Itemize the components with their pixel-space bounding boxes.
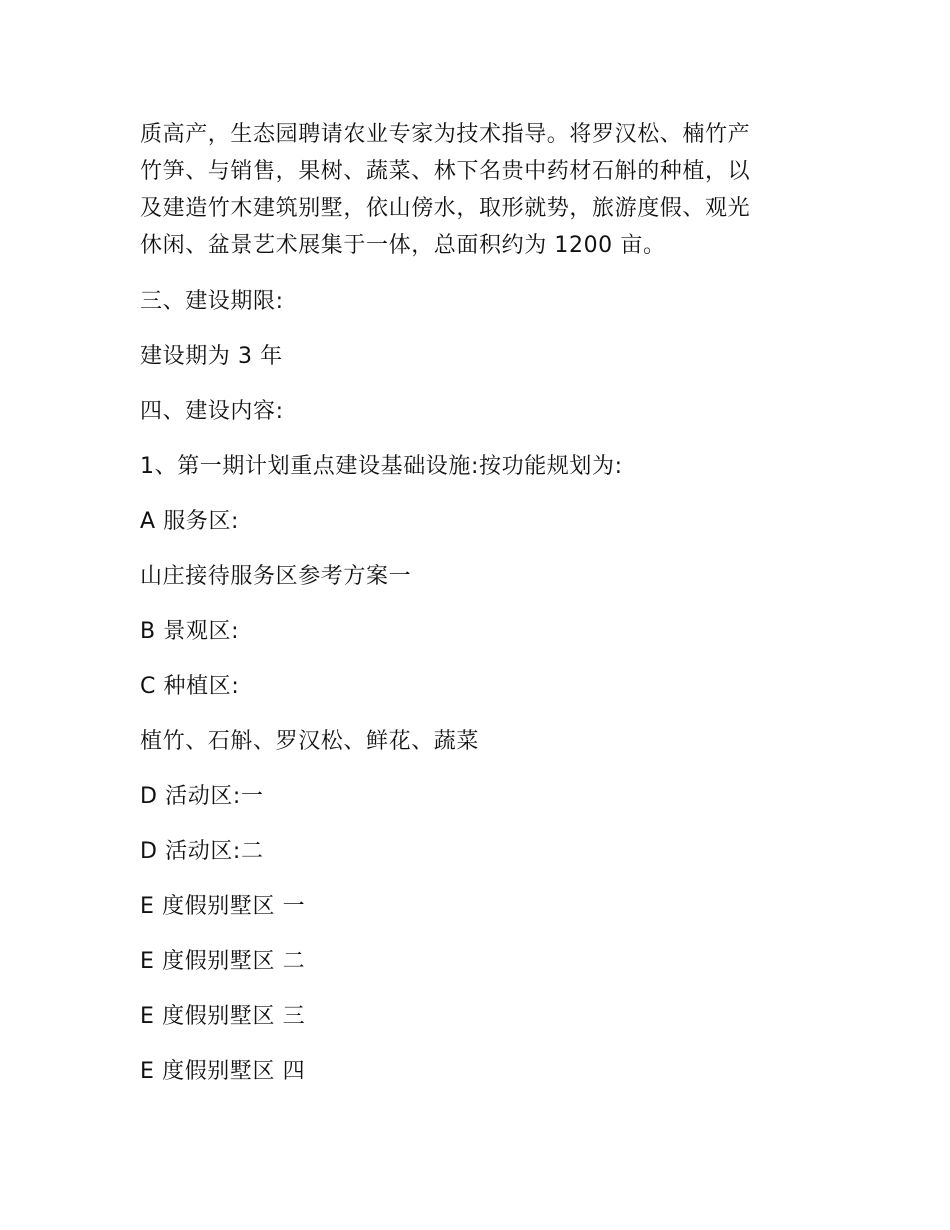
- intro-line-2: 竹笋、与销售，果树、蔬菜、林下名贵中药材石斛的种植，以: [140, 159, 751, 184]
- zone-e-4: E 度假别墅区 四: [140, 1059, 306, 1084]
- zone-c-body: 植竹、石斛、罗汉松、鲜花、蔬菜: [140, 729, 480, 754]
- section-4-heading: 四、建设内容:: [140, 399, 284, 424]
- item-1: 1、第一期计划重点建设基础设施:按功能规划为:: [140, 454, 623, 479]
- zone-d-1: D 活动区:一: [140, 784, 264, 809]
- zone-a-body: 山庄接待服务区参考方案一: [140, 564, 412, 589]
- intro-paragraph: [140, 116, 810, 264]
- section-3-heading: 三、建设期限:: [140, 289, 284, 314]
- zone-c-heading: C 种植区:: [140, 674, 240, 699]
- zone-e-1: E 度假别墅区 一: [140, 894, 306, 919]
- intro-line-3: 及建造竹木建筑别墅，依山傍水，取形就势，旅游度假、观光: [140, 196, 751, 221]
- zone-e-3: E 度假别墅区 三: [140, 1004, 306, 1029]
- document-content: [140, 116, 810, 1087]
- zone-e-2: E 度假别墅区 二: [140, 949, 306, 974]
- intro-line-1: 质高产，生态园聘请农业专家为技术指导。将罗汉松、楠竹产: [140, 122, 751, 147]
- section-3-body: 建设期为 3 年: [140, 344, 283, 369]
- intro-line-4: 休闲、盆景艺术展集于一体，总面积约为 1200 亩。: [140, 233, 666, 258]
- zone-a-heading: A 服务区:: [140, 509, 240, 534]
- zone-d-2: D 活动区:二: [140, 839, 264, 864]
- zone-b-heading: B 景观区:: [140, 619, 240, 644]
